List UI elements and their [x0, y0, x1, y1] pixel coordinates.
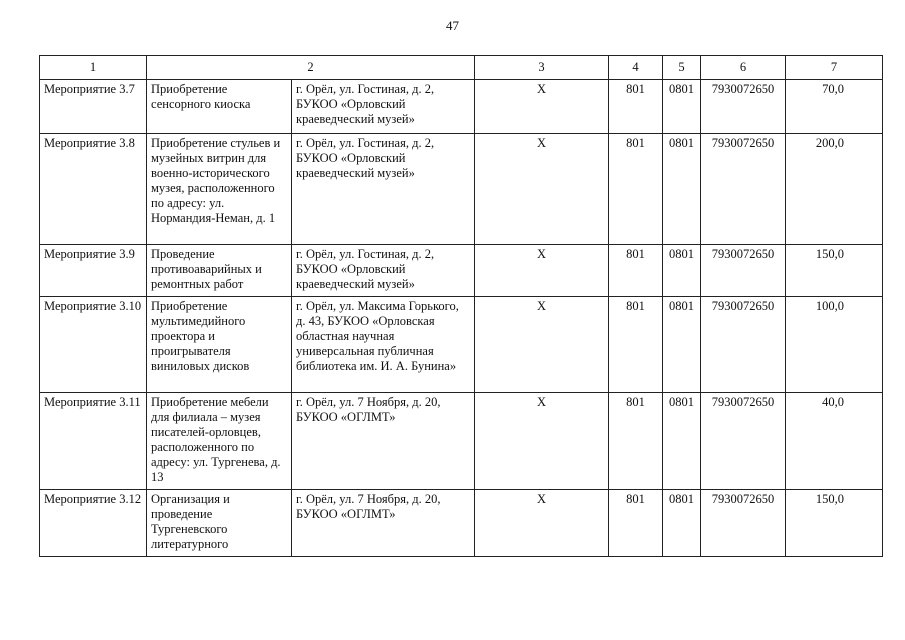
event-col6: 7930072650	[701, 490, 786, 557]
event-col4: 801	[609, 297, 663, 393]
event-col3: Х	[475, 297, 609, 393]
event-col4: 801	[609, 80, 663, 134]
event-col6: 7930072650	[701, 245, 786, 297]
header-col-1: 1	[40, 56, 147, 80]
header-col-4: 4	[609, 56, 663, 80]
event-col4: 801	[609, 490, 663, 557]
event-item: Организация и проведение Тургеневского литературного	[147, 490, 292, 557]
event-col3: Х	[475, 245, 609, 297]
event-col3: Х	[475, 490, 609, 557]
event-col5: 0801	[663, 245, 701, 297]
header-col-6: 6	[701, 56, 786, 80]
event-id: Мероприятие 3.10	[40, 297, 147, 393]
event-item: Приобретение стульев и музейных витрин для военно-исторического музея, расположенного по адресу: ул. Нормандия-Неман, д. 1	[147, 134, 292, 245]
event-col5: 0801	[663, 297, 701, 393]
budget-table	[39, 55, 883, 557]
event-col4: 801	[609, 393, 663, 490]
event-address: г. Орёл, ул. 7 Ноября, д. 20, БУКОО «ОГЛМТ»	[292, 393, 475, 490]
event-address: г. Орёл, ул. Гостиная, д. 2, БУКОО «Орловский краеведческий музей»	[292, 134, 475, 245]
event-col6: 7930072650	[701, 134, 786, 245]
event-address: г. Орёл, ул. Гостиная, д. 2, БУКОО «Орловский краеведческий музей»	[292, 245, 475, 297]
event-col7: 150,0	[786, 245, 883, 297]
event-item: Приобретение сенсорного киоска	[147, 80, 292, 134]
event-item: Проведение противоаварийных и ремонтных работ	[147, 245, 292, 297]
event-address: г. Орёл, ул. 7 Ноября, д. 20, БУКОО «ОГЛМТ»	[292, 490, 475, 557]
event-col4: 801	[609, 245, 663, 297]
event-id: Мероприятие 3.7	[40, 80, 147, 134]
event-col3: Х	[475, 134, 609, 245]
event-col6: 7930072650	[701, 80, 786, 134]
event-item: Приобретение мультимедийного проектора и проигрывателя виниловых дисков	[147, 297, 292, 393]
event-col6: 7930072650	[701, 393, 786, 490]
header-col-3: 3	[475, 56, 609, 80]
event-col7: 150,0	[786, 490, 883, 557]
header-col-5: 5	[663, 56, 701, 80]
event-col5: 0801	[663, 80, 701, 134]
page-number: 47	[446, 18, 459, 33]
event-col3: Х	[475, 80, 609, 134]
header-col-2: 2	[147, 56, 475, 80]
event-col3: Х	[475, 393, 609, 490]
event-item: Приобретение мебели для филиала – музея писателей-орловцев, расположенного по адресу: ул. Тургенева, д. 13	[147, 393, 292, 490]
event-id: Мероприятие 3.9	[40, 245, 147, 297]
event-col7: 70,0	[786, 80, 883, 134]
table-row	[40, 134, 883, 245]
event-col7: 200,0	[786, 134, 883, 245]
table-row	[40, 490, 883, 557]
event-col5: 0801	[663, 393, 701, 490]
table-row	[40, 80, 883, 134]
event-id: Мероприятие 3.11	[40, 393, 147, 490]
header-col-7: 7	[786, 56, 883, 80]
event-id: Мероприятие 3.12	[40, 490, 147, 557]
event-address: г. Орёл, ул. Гостиная, д. 2, БУКОО «Орловский краеведческий музей»	[292, 80, 475, 134]
event-id: Мероприятие 3.8	[40, 134, 147, 245]
event-col6: 7930072650	[701, 297, 786, 393]
event-col7: 100,0	[786, 297, 883, 393]
table-row	[40, 245, 883, 297]
event-col7: 40,0	[786, 393, 883, 490]
event-col4: 801	[609, 134, 663, 245]
header-row	[40, 56, 883, 80]
event-address: г. Орёл, ул. Максима Горького, д. 43, БУКОО «Орловская областная научная универсальная публичная библиотека им. И. А. Бунина»	[292, 297, 475, 393]
event-col5: 0801	[663, 490, 701, 557]
table-row	[40, 297, 883, 393]
table-row	[40, 393, 883, 490]
event-col5: 0801	[663, 134, 701, 245]
